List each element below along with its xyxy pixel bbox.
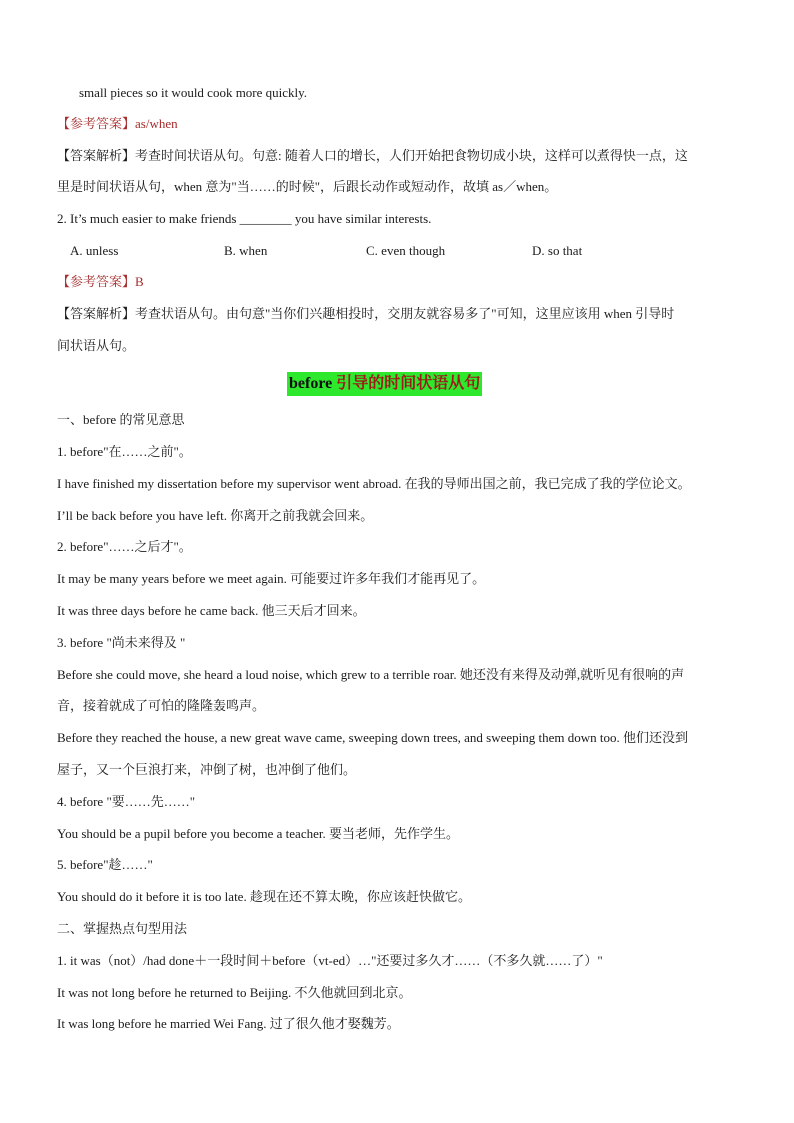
example-sentence: Before they reached the house, a new great wave came, sweeping down trees, and sweeping them down too. 他们还没到: [57, 730, 689, 745]
example-sentence: You should do it before it is too late. 趁现在还不算太晚，你应该赶快做它。: [57, 889, 471, 904]
option-c: C. even though: [366, 243, 446, 258]
example-sentence: You should be a pupil before you become a teacher. 要当老师，先作学生。: [57, 826, 459, 841]
text-line: 音，接着就成了可怕的隆隆轰鸣声。: [57, 698, 266, 713]
section-heading-2: 二、掌握热点句型用法: [57, 921, 188, 936]
example-sentence: I’ll be back before you have left. 你离开之前我就会回来。: [57, 508, 374, 523]
sub-heading: 2. before"……之后才"。: [57, 539, 192, 554]
option-b: B. when: [224, 243, 268, 258]
option-a: A. unless: [70, 243, 119, 258]
sub-heading: 4. before "要……先……": [57, 794, 196, 809]
example-sentence: It was long before he married Wei Fang. 过了很久他才娶魏芳。: [57, 1016, 400, 1031]
example-sentence: It was not long before he returned to Beijing. 不久他就回到北京。: [57, 985, 412, 1000]
reference-answer: 【参考答案】as/when: [57, 116, 178, 131]
sub-heading: 5. before"趁……": [57, 857, 153, 872]
example-sentence: It was three days before he came back. 他三天后才回来。: [57, 603, 366, 618]
section-title-rest: 引导的时间状语从句: [332, 375, 481, 392]
option-d: D. so that: [532, 243, 583, 258]
section-title: [287, 372, 482, 396]
text-line: 里是时间状语从句，when 意为"当……的时候"，后跟长动作或短动作，故填 as／when。: [57, 179, 558, 194]
section-heading-1: 一、before 的常见意思: [57, 412, 185, 427]
example-sentence: It may be many years before we meet again. 可能要过许多年我们才能再见了。: [57, 571, 486, 586]
question-2: 2. It’s much easier to make friends ________ you have similar interests.: [57, 211, 432, 226]
reference-answer: 【参考答案】B: [57, 274, 144, 289]
answer-analysis: 【答案解析】考查时间状语从句。句意: 随着人口的增长，人们开始把食物切成小块，这样可以煮得快一点，这: [57, 148, 688, 163]
text-line: 间状语从句。: [57, 338, 136, 353]
example-sentence: Before she could move, she heard a loud noise, which grew to a terrible roar. 她还没有来得及动弹,就听见有很响的声: [57, 667, 685, 682]
sub-heading: 3. before "尚未来得及 ": [57, 635, 186, 650]
sub-heading: 1. it was（not）/had done＋一段时间＋before（vt-ed）…"还要过多久才……（不多久就……了）": [57, 953, 603, 968]
section-title-keyword: before: [289, 375, 333, 392]
answer-analysis: 【答案解析】考查状语从句。由句意"当你们兴趣相投时，交朋友就容易多了"可知，这里应该用 when 引导时: [57, 306, 675, 321]
text-line: 屋子，又一个巨浪打来，冲倒了树，也冲倒了他们。: [57, 762, 357, 777]
example-sentence: I have finished my dissertation before my supervisor went abroad. 在我的导师出国之前，我已完成了我的学位论文。: [57, 476, 691, 491]
text-line: small pieces so it would cook more quickly.: [79, 85, 308, 100]
sub-heading: 1. before"在……之前"。: [57, 444, 192, 459]
